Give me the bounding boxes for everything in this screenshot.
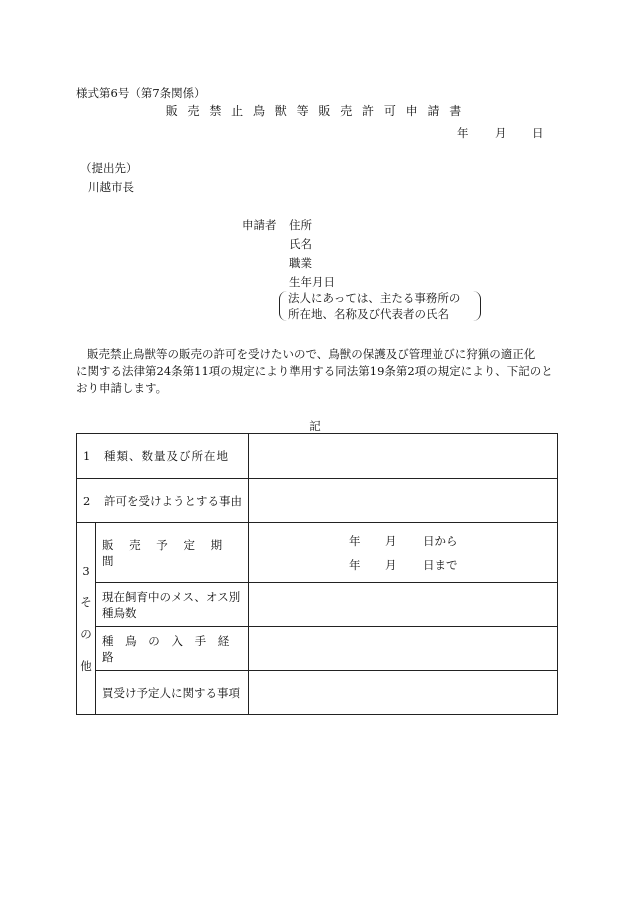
body-line-2: に関する法律第24条第11項の規定により準用する同法第19条第2項の規定により、下記のと [76, 364, 553, 378]
applicant-label: 申請者 [242, 218, 277, 232]
table-row [77, 583, 558, 627]
period-to [349, 553, 557, 577]
from-day: 日から [423, 533, 458, 548]
corp-note-line-2: 所在地、名称及び代表者の氏名 [288, 307, 449, 321]
to-day: 日まで [423, 557, 458, 572]
buyer-info-label: 買受け予定人に関する事項 [102, 685, 240, 700]
row2-input-cell[interactable] [249, 479, 558, 523]
row1-label-cell [77, 434, 249, 479]
table-row [77, 627, 558, 671]
application-table [76, 433, 558, 715]
body-paragraph [76, 346, 560, 397]
breeding-birds-label-cell [96, 583, 249, 627]
table-row [77, 523, 558, 583]
applicant-address-label: 住所 [289, 218, 312, 232]
sales-period-label-cell [96, 523, 249, 583]
applicant-birthdate-label: 生年月日 [289, 275, 335, 289]
record-label: 記 [309, 419, 321, 433]
period-from [349, 529, 557, 553]
table-row [77, 479, 558, 523]
table-row [77, 671, 558, 715]
acquisition-route-input-cell[interactable] [249, 627, 558, 671]
date-year: 年 [457, 126, 469, 140]
from-month: 月 [385, 533, 397, 548]
sales-period-label: 販 売 予 定 期 間 [102, 537, 229, 568]
row2-label-cell [77, 479, 249, 523]
corp-note-line-1: 法人にあっては、主たる事務所の [288, 291, 461, 305]
applicant-occupation-label: 職業 [289, 256, 312, 270]
buyer-info-input-cell[interactable] [249, 671, 558, 715]
row1-number: 1 [83, 449, 91, 463]
row3-vertical-label-cell [77, 523, 96, 715]
breeding-birds-label-1: 現在飼育中のメス、オス別 [102, 589, 241, 604]
date-month: 月 [495, 126, 507, 140]
row1-input-cell[interactable] [249, 434, 558, 479]
recipient-name: 川越市長 [88, 180, 134, 194]
form-number: 様式第6号（第7条関係） [76, 86, 206, 100]
sales-period-input-cell[interactable] [249, 523, 558, 583]
from-year: 年 [349, 533, 361, 548]
page-title: 販 売 禁 止 鳥 獣 等 販 売 許 可 申 請 書 [165, 104, 465, 118]
row2-number: 2 [83, 493, 91, 508]
row3-char-1: そ [80, 594, 92, 609]
row1-label: 種類、数量及び所在地 [103, 449, 229, 463]
to-year: 年 [349, 557, 361, 572]
table-row [77, 434, 558, 479]
buyer-info-label-cell [96, 671, 249, 715]
date-day: 日 [532, 126, 544, 140]
row3-char-0: 3 [82, 563, 90, 578]
body-line-1: 販売禁止鳥獣等の販売の許可を受けたいので、鳥獣の保護及び管理並びに狩猟の適正化 [87, 347, 536, 361]
acquisition-route-label: 種 鳥 の 入 手 経 路 [102, 633, 234, 664]
recipient-label: （提出先） [80, 161, 138, 175]
body-line-3: おり申請します。 [76, 381, 168, 395]
breeding-birds-label-2: 種鳥数 [102, 605, 137, 620]
acquisition-route-label-cell [96, 627, 249, 671]
applicant-name-label: 氏名 [289, 237, 312, 251]
row3-char-2: の [80, 626, 92, 641]
breeding-birds-input-cell[interactable] [249, 583, 558, 627]
row3-char-3: 他 [80, 658, 92, 673]
row2-label: 許可を受けようとする事由 [103, 493, 242, 508]
to-month: 月 [385, 557, 397, 572]
